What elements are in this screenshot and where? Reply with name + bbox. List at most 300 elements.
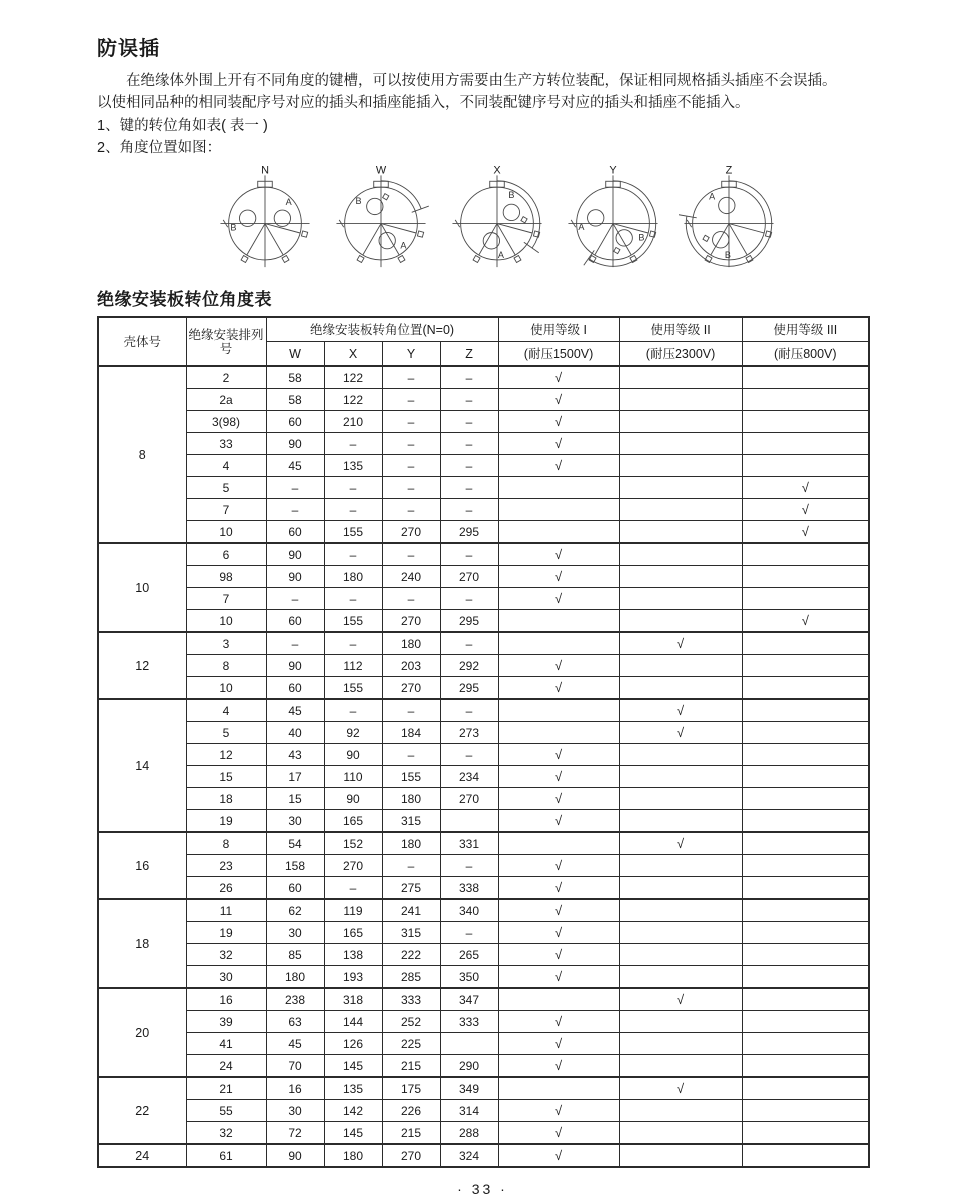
angle-x-value: 122 (324, 389, 382, 411)
contact-b-label: B (724, 250, 731, 261)
arrangement-number: 3 (186, 632, 266, 655)
angle-x-value: 90 (324, 744, 382, 766)
arrangement-number: 12 (186, 744, 266, 766)
angle-z-value: – (440, 744, 498, 766)
angle-x-value: 180 (324, 566, 382, 588)
grade-2-check (619, 521, 742, 544)
grade-2-check: √ (619, 988, 742, 1011)
grade-1-check: √ (498, 455, 619, 477)
angle-x-value: 112 (324, 655, 382, 677)
diagram-label: Y (609, 164, 617, 177)
arrangement-number: 11 (186, 899, 266, 922)
diagram-label: N (261, 164, 269, 177)
grade-1-check (498, 832, 619, 855)
angle-x-value: 180 (324, 1144, 382, 1167)
grade-2-check (619, 477, 742, 499)
angle-w-value: 15 (266, 788, 324, 810)
table-row (98, 1100, 869, 1122)
table-header (98, 317, 869, 366)
angle-y-value: – (382, 699, 440, 722)
grade-2-check (619, 610, 742, 633)
angle-w-value: 58 (266, 389, 324, 411)
grade-2-check (619, 366, 742, 389)
grade-2-check (619, 788, 742, 810)
angle-x-value: 110 (324, 766, 382, 788)
table-row (98, 832, 869, 855)
grade-3-check (742, 788, 869, 810)
grade-1-check: √ (498, 1100, 619, 1122)
angle-z-value: 292 (440, 655, 498, 677)
table-row (98, 677, 869, 700)
contact-a-label: A (578, 222, 585, 233)
grade-2-check (619, 744, 742, 766)
angle-x-value: 135 (324, 455, 382, 477)
header-grade-3: 使用等级 III (742, 317, 869, 342)
grade-2-check (619, 1033, 742, 1055)
angle-x-value: 126 (324, 1033, 382, 1055)
header-shell: 壳体号 (98, 317, 186, 366)
table-row (98, 699, 869, 722)
grade-3-check (742, 566, 869, 588)
arrangement-number: 4 (186, 455, 266, 477)
angle-z-value: 350 (440, 966, 498, 989)
grade-2-check (619, 566, 742, 588)
angle-w-value: – (266, 477, 324, 499)
table-row (98, 499, 869, 521)
shell-number: 16 (98, 832, 186, 899)
angle-z-value: 338 (440, 877, 498, 900)
table-row (98, 966, 869, 989)
angle-x-value: 92 (324, 722, 382, 744)
table-row (98, 389, 869, 411)
grade-1-check: √ (498, 766, 619, 788)
shell-number: 10 (98, 543, 186, 632)
grade-2-check (619, 1144, 742, 1167)
angle-z-value: – (440, 366, 498, 389)
angle-y-value: 175 (382, 1077, 440, 1100)
angle-w-value: 45 (266, 1033, 324, 1055)
angle-x-value: – (324, 632, 382, 655)
grade-1-check: √ (498, 1144, 619, 1167)
grade-3-check (742, 433, 869, 455)
grade-3-check (742, 966, 869, 989)
grade-1-check: √ (498, 677, 619, 700)
angle-z-value: 295 (440, 677, 498, 700)
angle-w-value: 30 (266, 922, 324, 944)
angle-y-value: 275 (382, 877, 440, 900)
grade-3-check (742, 922, 869, 944)
header-grade-3-voltage: (耐压800V) (742, 342, 869, 367)
angle-z-value: – (440, 389, 498, 411)
arrangement-number: 10 (186, 521, 266, 544)
angle-x-value: – (324, 699, 382, 722)
grade-1-check: √ (498, 899, 619, 922)
grade-1-check (498, 521, 619, 544)
angle-z-value: 295 (440, 610, 498, 633)
grade-3-check (742, 899, 869, 922)
angle-z-value: 288 (440, 1122, 498, 1145)
intro-line-1: 在绝缘体外围上开有不同角度的键槽，可以按使用方需要由生产方转位装配，保证相同规格插头插座不会误插。 (126, 73, 837, 89)
diagram-label: W (375, 164, 387, 177)
grade-2-check (619, 455, 742, 477)
angle-w-value: 16 (266, 1077, 324, 1100)
angle-x-value: 155 (324, 610, 382, 633)
table-row (98, 566, 869, 588)
grade-1-check: √ (498, 855, 619, 877)
grade-1-check: √ (498, 566, 619, 588)
shell-number: 18 (98, 899, 186, 988)
table-row (98, 411, 869, 433)
shell-number: 8 (98, 366, 186, 543)
grade-2-check (619, 655, 742, 677)
angle-w-value: 30 (266, 1100, 324, 1122)
grade-3-check (742, 877, 869, 900)
table-row (98, 855, 869, 877)
arrangement-number: 32 (186, 944, 266, 966)
angle-x-value: 155 (324, 677, 382, 700)
grade-2-check (619, 499, 742, 521)
arrangement-number: 7 (186, 588, 266, 610)
table-row (98, 1033, 869, 1055)
table-row (98, 988, 869, 1011)
grade-1-check: √ (498, 1011, 619, 1033)
arrangement-number: 32 (186, 1122, 266, 1145)
grade-2-check (619, 411, 742, 433)
angle-w-value: – (266, 632, 324, 655)
grade-3-check (742, 1033, 869, 1055)
grade-1-check (498, 722, 619, 744)
angle-w-value: 60 (266, 521, 324, 544)
angle-z-value: – (440, 433, 498, 455)
grade-2-check (619, 677, 742, 700)
angle-w-value: 60 (266, 610, 324, 633)
angle-y-value: 215 (382, 1122, 440, 1145)
grade-1-check: √ (498, 1033, 619, 1055)
grade-3-check (742, 588, 869, 610)
page-title: 防误插 (97, 38, 160, 60)
header-angle-y: Y (382, 342, 440, 367)
connector-face-diagram-z (679, 161, 779, 277)
grade-1-check: √ (498, 944, 619, 966)
angle-w-value: 17 (266, 766, 324, 788)
angle-x-value: – (324, 477, 382, 499)
contact-b-label: B (508, 190, 515, 201)
angle-z-value: 295 (440, 521, 498, 544)
angle-y-value: 285 (382, 966, 440, 989)
arrangement-number: 3(98) (186, 411, 266, 433)
arrangement-number: 61 (186, 1144, 266, 1167)
angle-y-value: 252 (382, 1011, 440, 1033)
connector-face-diagram-x (447, 161, 547, 277)
angle-x-value: 119 (324, 899, 382, 922)
grade-3-check (742, 677, 869, 700)
angle-x-value: – (324, 433, 382, 455)
angle-y-value: – (382, 366, 440, 389)
angle-w-value: 45 (266, 455, 324, 477)
angle-y-value: 215 (382, 1055, 440, 1078)
grade-3-check: √ (742, 477, 869, 499)
angle-x-value: 165 (324, 810, 382, 833)
angle-z-value: – (440, 699, 498, 722)
angle-z-value: 265 (440, 944, 498, 966)
table-row (98, 588, 869, 610)
arrangement-number: 18 (186, 788, 266, 810)
grade-1-check (498, 1077, 619, 1100)
table-row (98, 610, 869, 633)
grade-3-check (742, 543, 869, 566)
table-row (98, 477, 869, 499)
grade-2-check (619, 877, 742, 900)
contact-a-label: A (709, 191, 716, 202)
angle-z-value: – (440, 477, 498, 499)
grade-1-check: √ (498, 366, 619, 389)
grade-2-check (619, 966, 742, 989)
angle-w-value: 58 (266, 366, 324, 389)
contact-b-label: B (638, 233, 645, 244)
angle-z-value: 234 (440, 766, 498, 788)
table-row (98, 543, 869, 566)
grade-1-check: √ (498, 877, 619, 900)
angle-w-value: 60 (266, 677, 324, 700)
angle-z-value: 270 (440, 566, 498, 588)
angle-x-value: 122 (324, 366, 382, 389)
table-row (98, 722, 869, 744)
angle-y-value: – (382, 499, 440, 521)
angle-y-value: – (382, 855, 440, 877)
arrangement-number: 21 (186, 1077, 266, 1100)
connector-face-diagram-y (563, 161, 663, 277)
table-row (98, 632, 869, 655)
angle-x-value: 152 (324, 832, 382, 855)
shell-number: 20 (98, 988, 186, 1077)
grade-1-check (498, 477, 619, 499)
grade-3-check (742, 632, 869, 655)
table-row (98, 922, 869, 944)
arrangement-number: 39 (186, 1011, 266, 1033)
table-row (98, 455, 869, 477)
grade-3-check (742, 411, 869, 433)
grade-1-check: √ (498, 1122, 619, 1145)
arrangement-number: 30 (186, 966, 266, 989)
arrangement-number: 6 (186, 543, 266, 566)
angle-y-value: 222 (382, 944, 440, 966)
angle-z-value: – (440, 411, 498, 433)
angle-y-value: 315 (382, 922, 440, 944)
intro-paragraph (97, 71, 868, 115)
shell-number: 14 (98, 699, 186, 832)
angle-x-value: – (324, 588, 382, 610)
angle-y-value: – (382, 433, 440, 455)
angle-z-value: 331 (440, 832, 498, 855)
angle-x-value: 270 (324, 855, 382, 877)
angle-w-value: – (266, 588, 324, 610)
angle-x-value: 145 (324, 1055, 382, 1078)
diagram-label: Z (725, 164, 733, 177)
grade-1-check: √ (498, 389, 619, 411)
arrangement-number: 15 (186, 766, 266, 788)
angle-y-value: 226 (382, 1100, 440, 1122)
angle-z-value: – (440, 455, 498, 477)
grade-3-check (742, 1144, 869, 1167)
angle-x-value: 90 (324, 788, 382, 810)
arrangement-number: 5 (186, 722, 266, 744)
contact-b-label: B (355, 196, 362, 207)
angle-y-value: 270 (382, 610, 440, 633)
table-row (98, 1077, 869, 1100)
grade-1-check: √ (498, 543, 619, 566)
header-angle-x: X (324, 342, 382, 367)
grade-3-check (742, 1122, 869, 1145)
grade-1-check: √ (498, 433, 619, 455)
angle-z-value: 333 (440, 1011, 498, 1033)
angle-y-value: 270 (382, 677, 440, 700)
angle-y-value: 241 (382, 899, 440, 922)
header-grade-1: 使用等级 I (498, 317, 619, 342)
grade-2-check (619, 944, 742, 966)
table-row (98, 366, 869, 389)
grade-3-check (742, 766, 869, 788)
angle-y-value: – (382, 588, 440, 610)
angle-w-value: 72 (266, 1122, 324, 1145)
angle-x-value: 142 (324, 1100, 382, 1122)
contact-a-label: A (400, 241, 407, 252)
grade-1-check (498, 632, 619, 655)
angle-y-value: 180 (382, 788, 440, 810)
angle-z-value: – (440, 632, 498, 655)
contact-b-label: B (230, 223, 237, 234)
connector-face-diagram-n (215, 161, 315, 277)
arrangement-number: 8 (186, 832, 266, 855)
shell-number: 22 (98, 1077, 186, 1144)
angle-y-value: – (382, 543, 440, 566)
arrangement-number: 33 (186, 433, 266, 455)
angle-y-value: 180 (382, 632, 440, 655)
angle-x-value: 193 (324, 966, 382, 989)
angle-x-value: 155 (324, 521, 382, 544)
grade-3-check (742, 1011, 869, 1033)
grade-3-check (742, 855, 869, 877)
arrangement-number: 2a (186, 389, 266, 411)
angle-w-value: 90 (266, 566, 324, 588)
grade-2-check: √ (619, 722, 742, 744)
grade-2-check (619, 1122, 742, 1145)
header-grade-2-voltage: (耐压2300V) (619, 342, 742, 367)
angle-z-value: – (440, 499, 498, 521)
grade-1-check: √ (498, 966, 619, 989)
grade-3-check (742, 744, 869, 766)
page-number: · 33 · (457, 1181, 508, 1198)
grade-2-check (619, 1100, 742, 1122)
angle-x-value: 165 (324, 922, 382, 944)
angle-z-value: 340 (440, 899, 498, 922)
grade-2-check (619, 1011, 742, 1033)
angle-z-value: 270 (440, 788, 498, 810)
angle-x-value: 318 (324, 988, 382, 1011)
grade-2-check (619, 543, 742, 566)
shell-number: 12 (98, 632, 186, 699)
angle-z-value: – (440, 855, 498, 877)
grade-2-check (619, 433, 742, 455)
header-angle-group: 绝缘安装板转角位置(N=0) (266, 317, 498, 342)
grade-1-check: √ (498, 744, 619, 766)
angle-x-value: – (324, 543, 382, 566)
grade-2-check: √ (619, 1077, 742, 1100)
angle-w-value: 158 (266, 855, 324, 877)
grade-3-check (742, 699, 869, 722)
arrangement-number: 19 (186, 810, 266, 833)
angle-z-value: 347 (440, 988, 498, 1011)
grade-1-check (498, 699, 619, 722)
grade-3-check (742, 1077, 869, 1100)
grade-2-check (619, 1055, 742, 1078)
angle-y-value: 184 (382, 722, 440, 744)
table-title: 绝缘安装板转位角度表 (97, 290, 272, 310)
angle-z-value: 349 (440, 1077, 498, 1100)
shell-number: 24 (98, 1144, 186, 1167)
grade-2-check (619, 855, 742, 877)
angle-y-value: – (382, 744, 440, 766)
contact-a-label: A (285, 197, 292, 208)
angle-w-value: 63 (266, 1011, 324, 1033)
grade-1-check: √ (498, 655, 619, 677)
grade-3-check (742, 455, 869, 477)
arrangement-number: 41 (186, 1033, 266, 1055)
grade-3-check (742, 366, 869, 389)
note-rotation-angle: 1、键的转位角如表( 表一 ) (97, 117, 268, 134)
grade-2-check (619, 766, 742, 788)
grade-1-check: √ (498, 922, 619, 944)
header-grade-1-voltage: (耐压1500V) (498, 342, 619, 367)
header-angle-z: Z (440, 342, 498, 367)
angle-w-value: 60 (266, 411, 324, 433)
angle-w-value: 70 (266, 1055, 324, 1078)
connector-face-diagram-w (331, 161, 431, 277)
angle-y-value: – (382, 477, 440, 499)
angle-w-value: 30 (266, 810, 324, 833)
note-angle-position: 2、角度位置如图： (97, 139, 222, 156)
grade-1-check: √ (498, 810, 619, 833)
angle-w-value: 60 (266, 877, 324, 900)
angle-y-value: 333 (382, 988, 440, 1011)
angle-z-value: 273 (440, 722, 498, 744)
header-grade-2: 使用等级 II (619, 317, 742, 342)
angle-y-value: – (382, 455, 440, 477)
grade-2-check (619, 899, 742, 922)
grade-1-check (498, 499, 619, 521)
arrangement-number: 5 (186, 477, 266, 499)
arrangement-number: 16 (186, 988, 266, 1011)
table-body (98, 366, 869, 1167)
arrangement-number: 23 (186, 855, 266, 877)
grade-3-check: √ (742, 610, 869, 633)
angle-y-value: – (382, 389, 440, 411)
header-arrangement: 绝缘安装排列号 (186, 317, 266, 366)
angle-z-value: – (440, 588, 498, 610)
arrangement-number: 7 (186, 499, 266, 521)
angle-z-value: 324 (440, 1144, 498, 1167)
grade-3-check (742, 832, 869, 855)
arrangement-number: 10 (186, 610, 266, 633)
grade-1-check: √ (498, 788, 619, 810)
angle-w-value: 90 (266, 1144, 324, 1167)
arrangement-number: 10 (186, 677, 266, 700)
angle-w-value: 45 (266, 699, 324, 722)
arrangement-number: 24 (186, 1055, 266, 1078)
angle-w-value: – (266, 499, 324, 521)
table-row (98, 655, 869, 677)
table-row (98, 788, 869, 810)
diagram-label: X (493, 164, 501, 177)
